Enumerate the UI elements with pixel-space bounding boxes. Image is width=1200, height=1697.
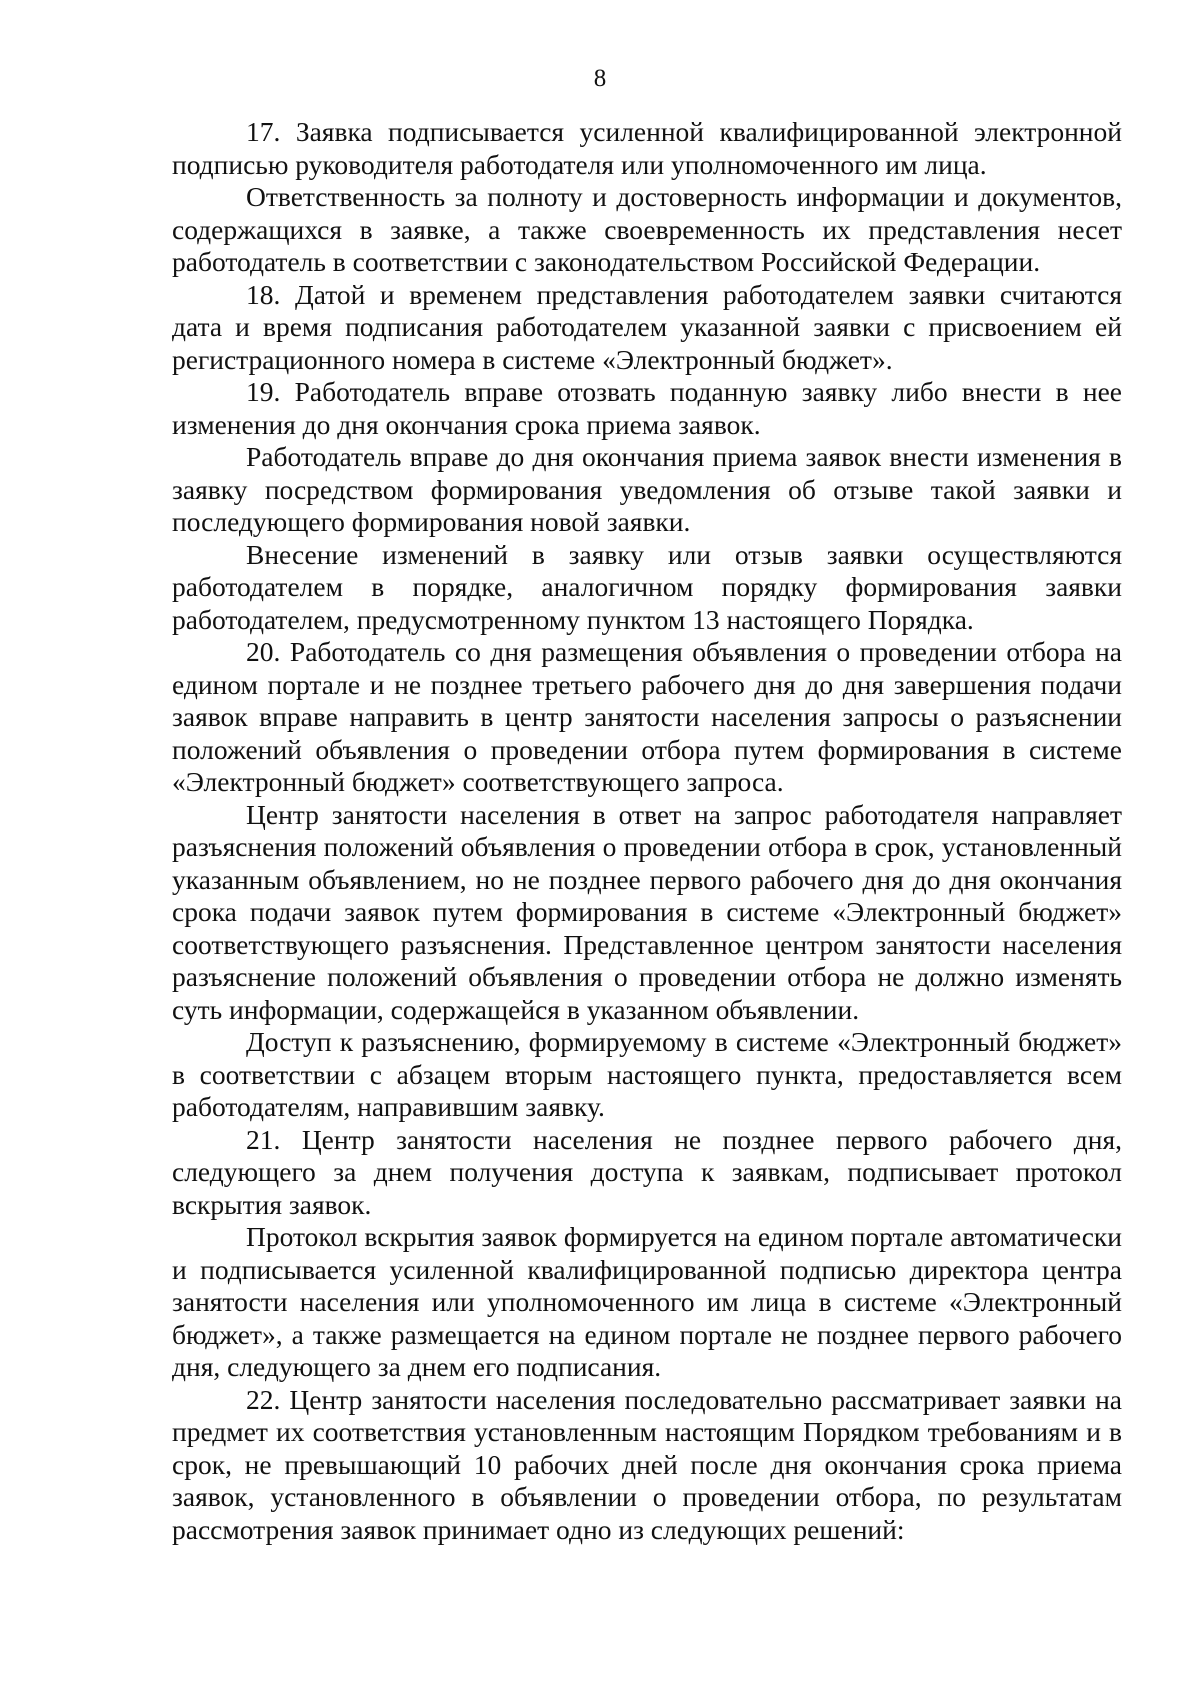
paragraph-19: 19. Работодатель вправе отозвать поданную заявку либо внести в нее изменения до дня окончания срока приема заявок.	[172, 376, 1122, 440]
paragraph-17: 17. Заявка подписывается усиленной квалифицированной электронной подписью руководителя работодателя или уполномоченного им лица.	[172, 116, 1122, 180]
paragraph-18: 18. Датой и временем представления работодателем заявки считаются дата и время подписания работодателем указанной заявки с присвоением ей регистрационного номера в системе «Электронный бюджет».	[172, 278, 1122, 375]
paragraph-20-response: Центр занятости населения в ответ на запрос работодателя направляет разъяснения положений объявления о проведении отбора в срок, установленный указанным объявлением, но не позднее первого рабочего дня до дня окончания срока подачи заявок путем формирования в системе «Электронный бюджет» соответствующего разъяснения. Представленное центром занятости населения разъяснение положений объявления о проведении отбора не должно изменять суть информации, содержащейся в указанном объявлении.	[172, 798, 1122, 1025]
page-number: 8	[593, 65, 607, 92]
paragraph-19-changes: Работодатель вправе до дня окончания приема заявок внести изменения в заявку посредством формирования уведомления об отзыве такой заявки и последующего формирования новой заявки.	[172, 441, 1122, 537]
document-body	[172, 116, 1122, 1546]
paragraph-17-responsibility: Ответственность за полноту и достоверность информации и документов, содержащихся в заявке, а также своевременность их представления несет работодатель в соответствии с законодательством Российской Федерации.	[172, 181, 1122, 277]
paragraph-22: 22. Центр занятости населения последовательно рассматривает заявки на предмет их соответствия установленным настоящим Порядком требованиям и в срок, не превышающий 10 рабочих дней после дня окончания срока приема заявок, установленного в объявлении о проведении отбора, по результатам рассмотрения заявок принимает одно из следующих решений:	[172, 1383, 1122, 1545]
paragraph-19-procedure: Внесение изменений в заявку или отзыв заявки осуществляются работодателем в порядке, аналогичном порядку формирования заявки работодателем, предусмотренному пунктом 13 настоящего Порядка.	[172, 538, 1122, 635]
paragraph-21-protocol: Протокол вскрытия заявок формируется на едином портале автоматически и подписывается усиленной квалифицированной подписью директора центра занятости населения или уполномоченного им лица в системе «Электронный бюджет», а также размещается на едином портале не позднее первого рабочего дня, следующего за днем его подписания.	[172, 1221, 1122, 1382]
paragraph-20: 20. Работодатель со дня размещения объявления о проведении отбора на едином портале и не позднее третьего рабочего дня до дня завершения подачи заявок вправе направить в центр занятости населения запросы о разъяснении положений объявления о проведении отбора путем формирования в системе «Электронный бюджет» соответствующего запроса.	[172, 636, 1122, 797]
paragraph-20-access: Доступ к разъяснению, формируемому в системе «Электронный бюджет» в соответствии с абзацем вторым настоящего пункта, предоставляется всем работодателям, направившим заявку.	[172, 1026, 1122, 1122]
paragraph-21: 21. Центр занятости населения не позднее первого рабочего дня, следующего за днем получения доступа к заявкам, подписывает протокол вскрытия заявок.	[172, 1123, 1122, 1220]
